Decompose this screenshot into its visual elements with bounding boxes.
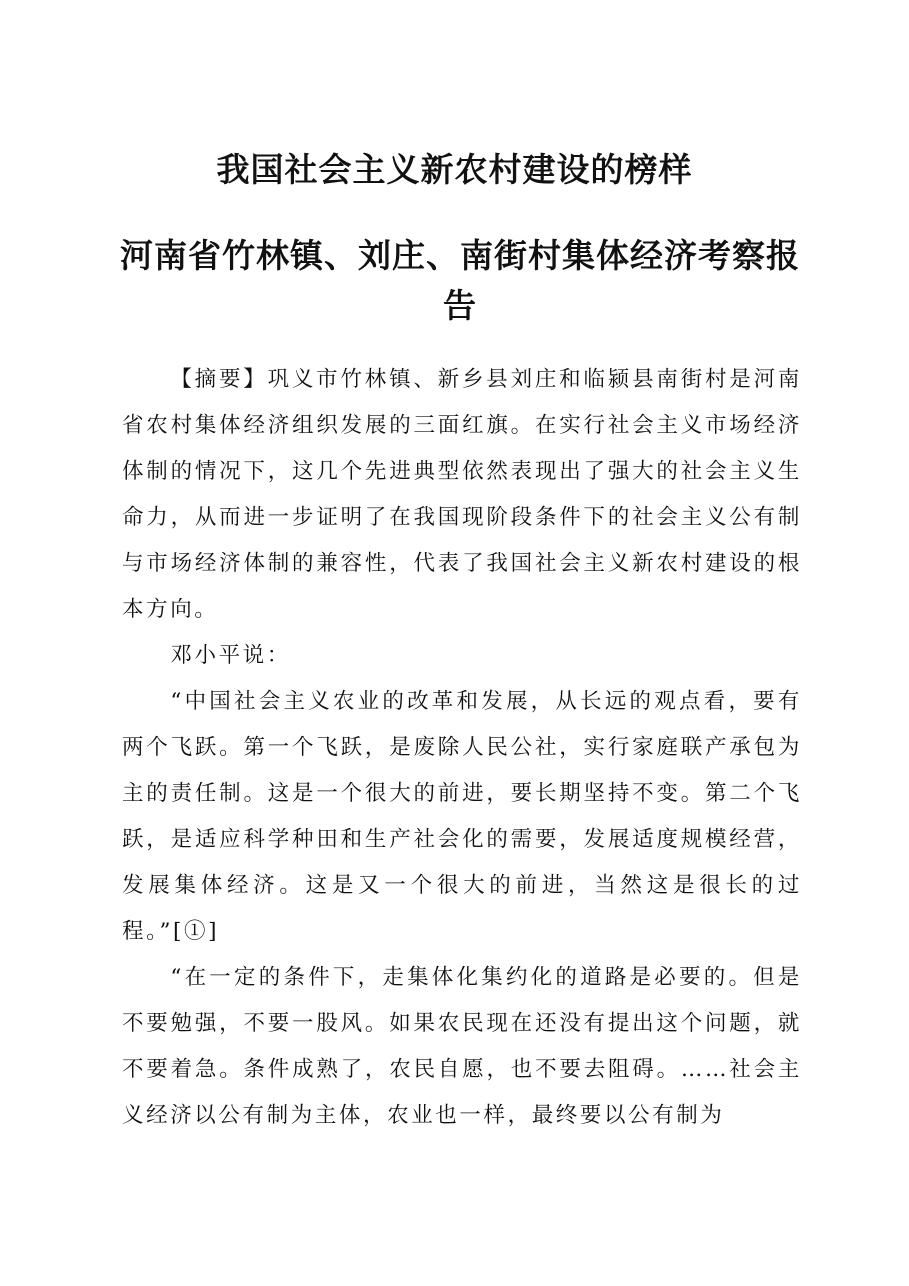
quote-paragraph: “在一定的条件下，走集体化集约化的道路是必要的。但是不要勉强，不要一股风。如果农民现在还没有提出这个问题，就不要着急。条件成熟了，农民自愿，也不要去阻碍。……社会主义经济以公有制为主体，农业也一样，最终要以公有制为: [122, 965, 802, 1128]
abstract-paragraph: 【摘要】巩义市竹林镇、新乡县刘庄和临颍县南街村是河南省农村集体经济组织发展的三面红旗。在实行社会主义市场经济体制的情况下，这几个先进典型依然表现出了强大的社会主义生命力，从而进一步证明了在我国现阶段条件下的社会主义公有制与市场经济体制的兼容性，代表了我国社会主义新农村建设的根本方向。: [122, 367, 802, 622]
document-title: 我国社会主义新农村建设的榜样: [216, 150, 693, 189]
document-subtitle: 河南省竹林镇、刘庄、南街村集体经济考察报告: [120, 236, 800, 325]
body-paragraph: 邓小平说：: [170, 643, 291, 668]
document-body: [122, 357, 802, 1139]
quote-paragraph: “中国社会主义农业的改革和发展，从长远的观点看，要有两个飞跃。第一个飞跃，是废除人民公社，实行家庭联产承包为主的责任制。这是一个很大的前进，要长期坚持不变。第二个飞跃，是适应科学种田和生产社会化的需要，发展适度规模经营，发展集体经济。这是又一个很大的前进，当然这是很长的过程。”[①]: [122, 689, 802, 944]
